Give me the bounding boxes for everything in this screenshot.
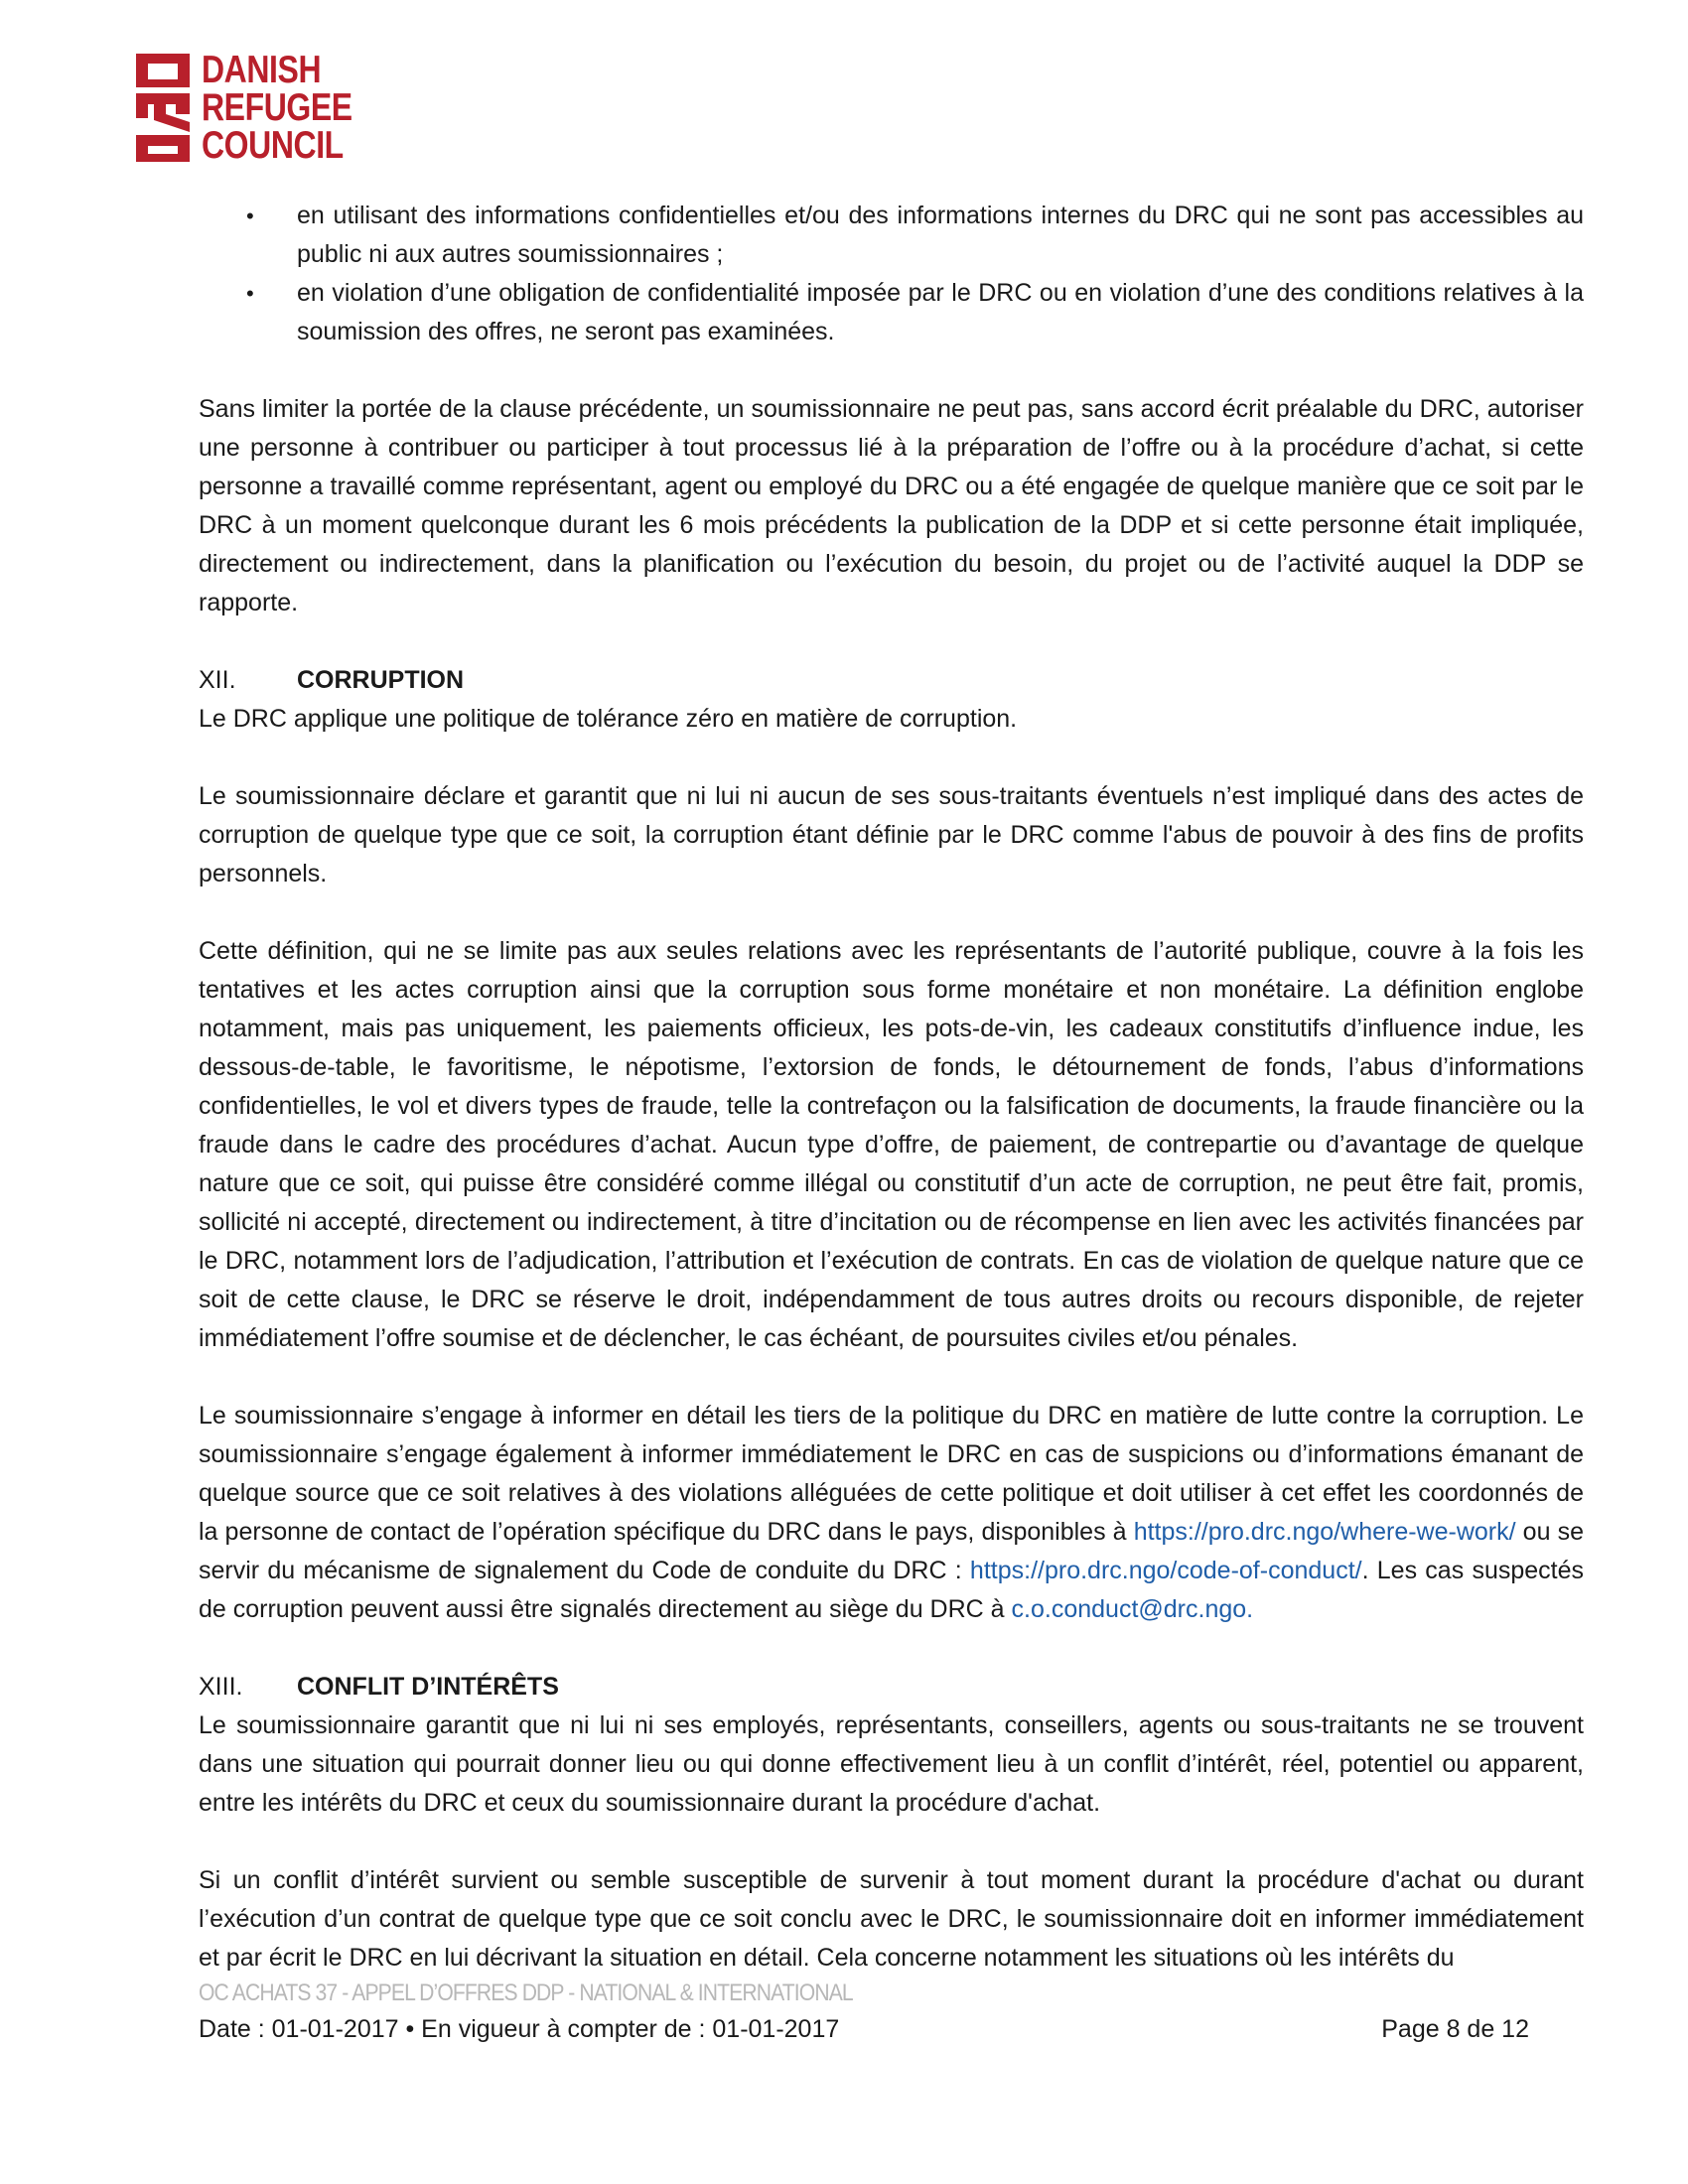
list-item: [199, 197, 1584, 274]
page-body: [199, 197, 1584, 2016]
page-number: Page 8 de 12: [1381, 2015, 1529, 2043]
paragraph-reporting: [199, 1397, 1584, 1629]
paragraph-zero-tolerance: Le DRC applique une politique de tolérance zéro en matière de corruption.: [199, 705, 1018, 733]
bullet-icon: •: [246, 281, 254, 306]
paragraph-restriction: Sans limiter la portée de la clause précédente, un soumissionnaire ne peut pas, sans accord écrit préalable du DRC, autoriser une personne à contribuer ou participer à tout processus lié à la préparation de l’offre ou à la procédure d’achat, si cette personne a travaillé comme représentant, agent ou employé du DRC ou a été engagée de quelque manière que ce soit par le DRC à un moment quelconque durant les 6 mois précédents la publication de la DDP et si cette personne était impliquée, directement ou indirectement, dans la planification ou l’exécution du besoin, du projet ou de l’activité auquel la DDP se rapporte.: [199, 395, 1584, 616]
section-heading-corruption: [199, 661, 1584, 700]
section-number: XII.: [199, 666, 236, 694]
footer-date: Date : 01-01-2017 • En vigueur à compter de : 01-01-2017: [199, 2015, 840, 2043]
where-we-work-link[interactable]: https://pro.drc.ngo/where-we-work/: [1133, 1518, 1516, 1546]
paragraph-guarantee: Le soumissionnaire garantit que ni lui ni ses employés, représentants, conseillers, agents ou sous-traitants ne se trouvent dans une situation qui pourrait donner lieu ou qui donne effectivement lieu à un conflit d’intérêt, réel, potentiel ou apparent, entre les intérêts du DRC et ceux du soumissionnaire durant la procédure d'achat.: [199, 1711, 1584, 1817]
paragraph-definition: Cette définition, qui ne se limite pas aux seules relations avec les représentants de l’autorité publique, couvre à la fois les tentatives et les actes corruption ainsi que la corruption sous forme monétaire et non monétaire. La définition englobe notamment, mais pas uniquement, les paiements officieux, les pots-de-vin, les cadeaux constitutifs d’influence indue, les dessous-de-table, le favoritisme, le népotisme, l’extorsion de fonds, le détournement de fonds, l’abus d’informations confidentielles, le vol et divers types de fraude, telle la contrefaçon ou la falsification de documents, la fraude financière ou la fraude dans le cadre des procédures d’achat. Aucun type d’offre, de paiement, de contrepartie ou d’avantage de quelque nature que ce soit, qui puisse être considéré comme illégal ou constitutif d’un acte de corruption, ne peut être fait, promis, sollicité ni accepté, directement ou indirectement, à titre d’incitation ou de récompense en lien avec les activités financées par le DRC, notamment lors de l’adjudication, l’attribution et l’exécution de contrats. En cas de violation de quelque nature que ce soit de cette clause, le DRC se réserve le droit, indépendamment de tous autres droits ou recours disponible, de rejeter immédiatement l’offre soumise et de déclencher, le cas échéant, de poursuites civiles et/ou pénales.: [199, 937, 1584, 1352]
bullet-icon: •: [246, 204, 254, 228]
logo-wordmark: [202, 49, 352, 167]
paragraph-declaration: Le soumissionnaire déclare et garantit que ni lui ni aucun de ses sous-traitants éventuels n’est impliqué dans des actes de corruption de quelque type que ce soit, la corruption étant définie par le DRC comme l'abus de pouvoir à des fins de profits personnels.: [199, 782, 1584, 887]
footer: [199, 2015, 1529, 2044]
code-of-conduct-link[interactable]: https://pro.drc.ngo/code-of-conduct/: [969, 1557, 1362, 1584]
logo-line-danish: DANISH: [202, 49, 322, 91]
section-title: CONFLIT D’INTÉRÊTS: [297, 1673, 559, 1701]
section-number: XIII.: [199, 1673, 243, 1701]
bullet-text: en utilisant des informations confidentielles et/ou des informations internes du DRC qui ne sont pas accessibles au public ni aux autres soumissionnaires ;: [297, 202, 1584, 268]
reporting-text-c: . Les cas suspectés de corruption peuvent aussi être signalés directement au siège du DRC à: [199, 1557, 1584, 1623]
footer-reference: OC ACHATS 37 - APPEL D’OFFRES DDP - NATIONAL & INTERNATIONAL: [199, 1979, 853, 2006]
drc-monogram-icon: [132, 52, 194, 164]
logo-line-council: COUNCIL: [202, 124, 344, 167]
list-item: [199, 274, 1584, 351]
bullet-list: [199, 197, 1584, 351]
section-title: CORRUPTION: [297, 666, 465, 694]
reporting-text-b: ou se servir du mécanisme de signalement du Code de conduite du DRC :: [199, 1518, 1584, 1584]
conduct-email-link[interactable]: c.o.conduct@drc.ngo.: [1011, 1595, 1254, 1623]
section-heading-conflict: [199, 1668, 1584, 1706]
logo-line-refugee: REFUGEE: [202, 86, 352, 129]
bullet-text: en violation d’une obligation de confidentialité imposée par le DRC ou en violation d’une des conditions relatives à la soumission des offres, ne seront pas examinées.: [297, 279, 1584, 345]
paragraph-conflict-notice: Si un conflit d’intérêt survient ou semble susceptible de survenir à tout moment durant la procédure d'achat ou durant l’exécution d’un contrat de quelque type que ce soit conclu avec le DRC, le soumissionnaire doit en informer immédiatement et par écrit le DRC en lui décrivant la situation en détail. Cela concerne notamment les situations où les intérêts du: [199, 1866, 1584, 1972]
reporting-text-a: Le soumissionnaire s’engage à informer en détail les tiers de la politique du DRC en matière de lutte contre la corruption. Le soumissionnaire s’engage également à informer immédiatement le DRC en cas de suspicions ou d’informations émanant de quelque source que ce soit relatives à des violations alléguées de cette politique et doit utiliser à cet effet les coordonnés de la personne de contact de l’opération spécifique du DRC dans le pays, disponibles à: [199, 1402, 1584, 1546]
drc-logo: [132, 49, 352, 167]
